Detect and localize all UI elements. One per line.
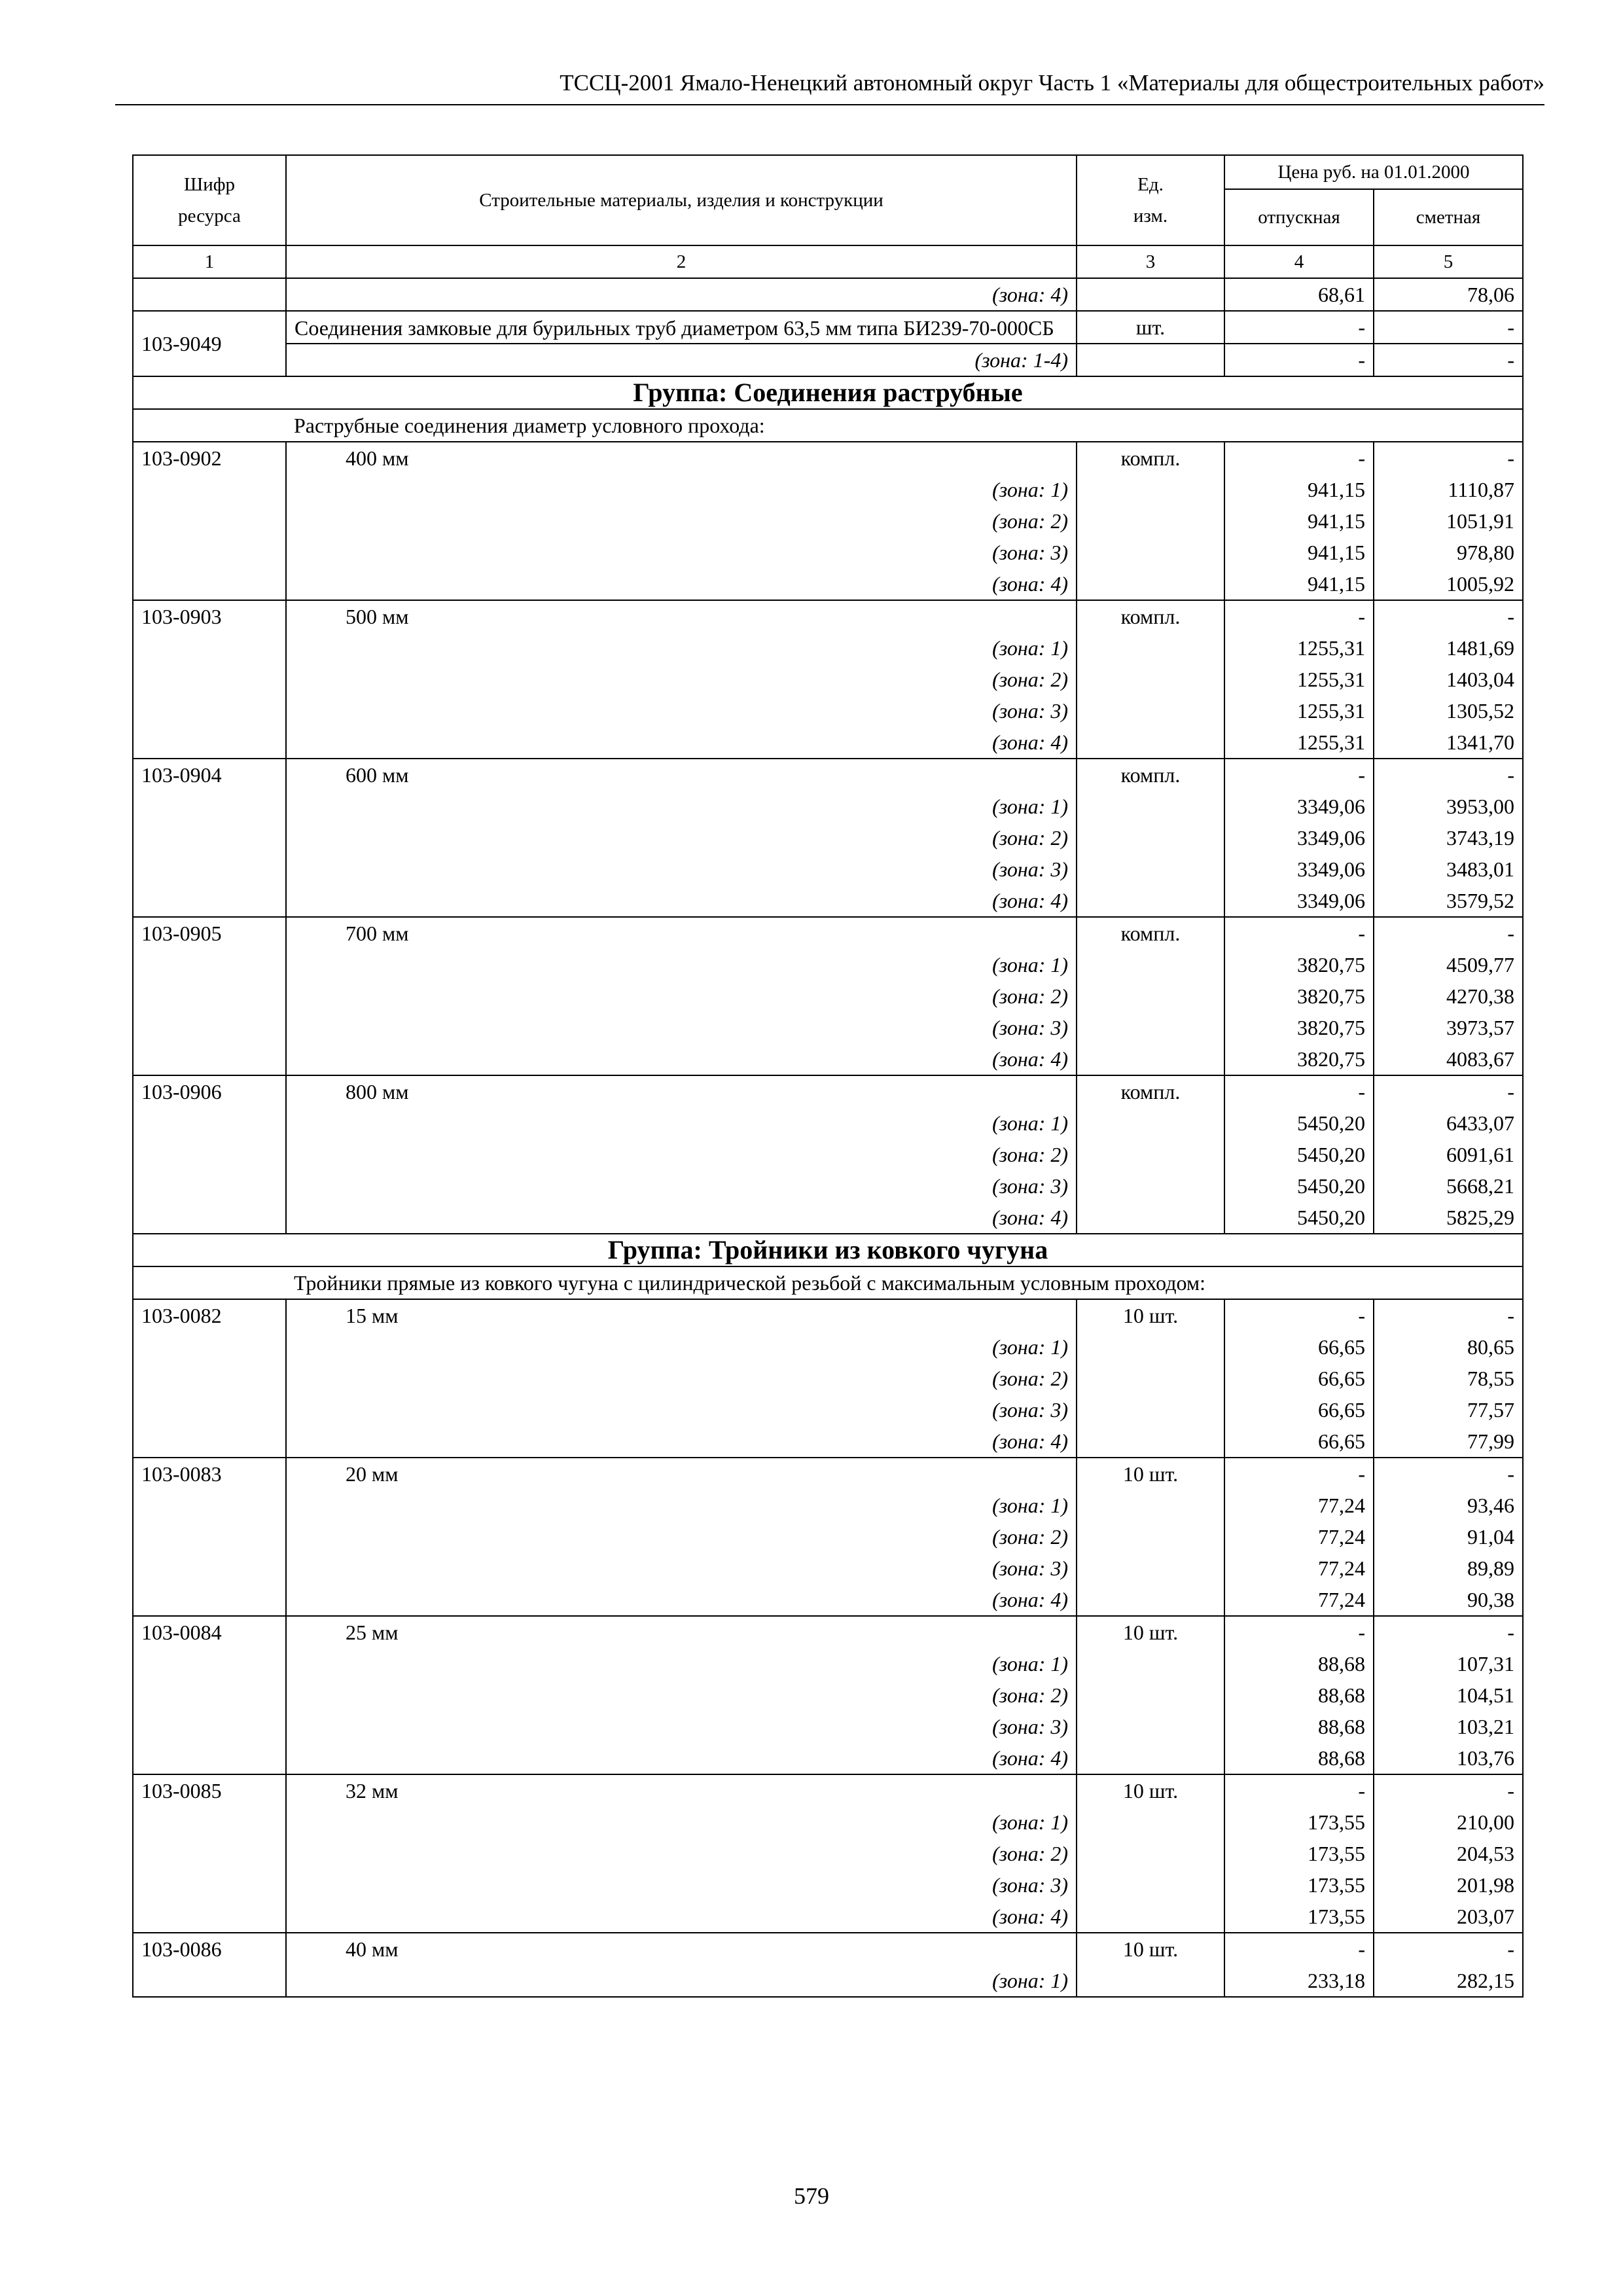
group-note: Раструбные соединения диаметр условного прохода: — [286, 409, 1523, 442]
table-row — [133, 1774, 1523, 1806]
zone-row — [133, 695, 1523, 726]
col-header-estimate: сметная — [1374, 189, 1523, 245]
estimate-price: 3743,19 — [1374, 822, 1523, 853]
zone-label: (зона: 4) — [286, 1043, 1077, 1075]
zone-row — [133, 474, 1523, 505]
estimate-price: 4270,38 — [1374, 980, 1523, 1012]
estimate-price: - — [1374, 759, 1523, 791]
release-price: 3820,75 — [1224, 980, 1374, 1012]
estimate-price: 78,55 — [1374, 1363, 1523, 1394]
zone-label: (зона: 2) — [286, 664, 1077, 695]
release-price: - — [1224, 442, 1374, 474]
zone-label: (зона: 1) — [286, 1965, 1077, 1997]
zone-label: (зона: 3) — [286, 853, 1077, 885]
material-name: 40 мм — [286, 1933, 1077, 1965]
estimate-price: 6091,61 — [1374, 1139, 1523, 1170]
release-price: 941,15 — [1224, 568, 1374, 600]
release-price: - — [1224, 311, 1374, 344]
release-price: 3349,06 — [1224, 853, 1374, 885]
col-header-release: отпускная — [1224, 189, 1374, 245]
resource-code: 103-0084 — [133, 1616, 286, 1774]
zone-label: (зона: 2) — [286, 822, 1077, 853]
estimate-price: 203,07 — [1374, 1901, 1523, 1933]
zone-row — [133, 1363, 1523, 1394]
zone-label: (зона: 2) — [286, 1363, 1077, 1394]
release-price: 1255,31 — [1224, 695, 1374, 726]
zone-label: (зона: 3) — [286, 1012, 1077, 1043]
price-table — [132, 154, 1524, 1998]
release-price: 173,55 — [1224, 1838, 1374, 1869]
table-row — [133, 1299, 1523, 1331]
zone-label: (зона: 1) — [286, 1107, 1077, 1139]
estimate-price: 1005,92 — [1374, 568, 1523, 600]
release-price: 3820,75 — [1224, 949, 1374, 980]
zone-label: (зона: 3) — [286, 1170, 1077, 1202]
release-price: 3349,06 — [1224, 885, 1374, 917]
release-price: 941,15 — [1224, 505, 1374, 537]
estimate-price: - — [1374, 311, 1523, 344]
col-header-code: Шифр ресурса — [133, 155, 286, 245]
release-price: 1255,31 — [1224, 632, 1374, 664]
material-name: 400 мм — [286, 442, 1077, 474]
estimate-price: - — [1374, 344, 1523, 376]
estimate-price: 91,04 — [1374, 1521, 1523, 1552]
zone-label: (зона: 3) — [286, 1711, 1077, 1742]
material-name: Соединения замковые для бурильных труб диаметром 63,5 мм типа БИ239-70-000СБ — [286, 311, 1077, 344]
estimate-price: 4509,77 — [1374, 949, 1523, 980]
unit: 10 шт. — [1077, 1774, 1224, 1806]
release-price: 173,55 — [1224, 1869, 1374, 1901]
resource-code: 103-0905 — [133, 917, 286, 1075]
release-price: - — [1224, 1075, 1374, 1107]
release-price: 77,24 — [1224, 1490, 1374, 1521]
col-number: 3 — [1077, 245, 1224, 278]
estimate-price: 90,38 — [1374, 1584, 1523, 1616]
zone-row — [133, 1331, 1523, 1363]
zone-row — [133, 949, 1523, 980]
col-header-price: Цена руб. на 01.01.2000 — [1224, 155, 1523, 189]
unit: компл. — [1077, 759, 1224, 791]
group-note-row — [133, 1266, 1523, 1299]
resource-code: 103-0902 — [133, 442, 286, 600]
estimate-price: - — [1374, 1616, 1523, 1648]
estimate-price: 1341,70 — [1374, 726, 1523, 759]
unit: 10 шт. — [1077, 1933, 1224, 1965]
estimate-price: 5668,21 — [1374, 1170, 1523, 1202]
estimate-price: - — [1374, 1458, 1523, 1490]
zone-row — [133, 1426, 1523, 1458]
estimate-price: 210,00 — [1374, 1806, 1523, 1838]
header-rule — [115, 104, 1544, 105]
zone-row — [133, 1139, 1523, 1170]
zone-row — [133, 1869, 1523, 1901]
zone-row — [133, 1806, 1523, 1838]
release-price: - — [1224, 759, 1374, 791]
release-price: - — [1224, 344, 1374, 376]
table-row — [133, 442, 1523, 474]
zone-row — [133, 1679, 1523, 1711]
estimate-price: 77,99 — [1374, 1426, 1523, 1458]
zone-label: (зона: 1) — [286, 1648, 1077, 1679]
running-title: ТССЦ-2001 Ямало-Ненецкий автономный округ Часть 1 «Материалы для общестроительных работ» — [560, 70, 1544, 96]
zone-row — [133, 1711, 1523, 1742]
col-number: 4 — [1224, 245, 1374, 278]
zone-row — [133, 1648, 1523, 1679]
group-note-row — [133, 409, 1523, 442]
material-name: 700 мм — [286, 917, 1077, 949]
zone-row — [133, 537, 1523, 568]
material-name: 20 мм — [286, 1458, 1077, 1490]
estimate-price: 89,89 — [1374, 1552, 1523, 1584]
zone-label: (зона: 3) — [286, 695, 1077, 726]
material-name: 800 мм — [286, 1075, 1077, 1107]
zone-row — [133, 1107, 1523, 1139]
zone-label: (зона: 4) — [286, 885, 1077, 917]
estimate-price: 107,31 — [1374, 1648, 1523, 1679]
zone-row — [133, 885, 1523, 917]
release-price: 3349,06 — [1224, 791, 1374, 822]
unit: компл. — [1077, 917, 1224, 949]
zone-row — [133, 726, 1523, 759]
zone-label: (зона: 2) — [286, 505, 1077, 537]
resource-code: 103-0082 — [133, 1299, 286, 1458]
zone-row — [133, 632, 1523, 664]
zone-label: (зона: 2) — [286, 1521, 1077, 1552]
table-row — [133, 344, 1523, 376]
zone-label: (зона: 1) — [286, 1806, 1077, 1838]
release-price: 66,65 — [1224, 1331, 1374, 1363]
zone-label: (зона: 3) — [286, 537, 1077, 568]
zone-label: (зона: 2) — [286, 1679, 1077, 1711]
estimate-price: 6433,07 — [1374, 1107, 1523, 1139]
release-price: 66,65 — [1224, 1363, 1374, 1394]
unit: компл. — [1077, 442, 1224, 474]
table-row — [133, 1458, 1523, 1490]
release-price: 68,61 — [1224, 278, 1374, 311]
group-title: Группа: Соединения раструбные — [133, 376, 1523, 409]
release-price: 1255,31 — [1224, 726, 1374, 759]
estimate-price: 103,21 — [1374, 1711, 1523, 1742]
zone-row — [133, 1552, 1523, 1584]
zone-row — [133, 980, 1523, 1012]
table-row — [133, 1075, 1523, 1107]
col-number: 2 — [286, 245, 1077, 278]
table-row — [133, 1616, 1523, 1648]
zone-row — [133, 1170, 1523, 1202]
zone-label: (зона: 2) — [286, 1838, 1077, 1869]
release-price: 3820,75 — [1224, 1012, 1374, 1043]
release-price: 233,18 — [1224, 1965, 1374, 1997]
release-price: 88,68 — [1224, 1711, 1374, 1742]
material-name: 32 мм — [286, 1774, 1077, 1806]
material-name: 600 мм — [286, 759, 1077, 791]
zone-row — [133, 568, 1523, 600]
release-price: 88,68 — [1224, 1679, 1374, 1711]
zone-row — [133, 505, 1523, 537]
estimate-price: - — [1374, 442, 1523, 474]
table-row — [133, 917, 1523, 949]
group-title-row — [133, 376, 1523, 409]
resource-code: 103-0906 — [133, 1075, 286, 1234]
resource-code: 103-9049 — [133, 311, 286, 376]
column-number-row — [133, 245, 1523, 278]
estimate-price: - — [1374, 1933, 1523, 1965]
resource-code: 103-0086 — [133, 1933, 286, 1997]
estimate-price: 282,15 — [1374, 1965, 1523, 1997]
zone-row — [133, 1838, 1523, 1869]
resource-code: 103-0085 — [133, 1774, 286, 1933]
zone-label: (зона: 4) — [286, 1426, 1077, 1458]
estimate-price: 93,46 — [1374, 1490, 1523, 1521]
resource-code: 103-0903 — [133, 600, 286, 759]
estimate-price: 3973,57 — [1374, 1012, 1523, 1043]
zone-row — [133, 1202, 1523, 1234]
zone-label: (зона: 1) — [286, 632, 1077, 664]
zone-label: (зона: 4) — [286, 1742, 1077, 1774]
unit: шт. — [1077, 311, 1224, 344]
unit: компл. — [1077, 1075, 1224, 1107]
estimate-price: - — [1374, 917, 1523, 949]
group-title: Группа: Тройники из ковкого чугуна — [133, 1234, 1523, 1266]
estimate-price: - — [1374, 1774, 1523, 1806]
table-row — [133, 1933, 1523, 1965]
table-row — [133, 759, 1523, 791]
release-price: 66,65 — [1224, 1426, 1374, 1458]
estimate-price: 201,98 — [1374, 1869, 1523, 1901]
col-header-unit: Ед. изм. — [1077, 155, 1224, 245]
zone-label: (зона: 2) — [286, 1139, 1077, 1170]
release-price: - — [1224, 1458, 1374, 1490]
estimate-price: - — [1374, 600, 1523, 632]
unit: 10 шт. — [1077, 1616, 1224, 1648]
release-price: 88,68 — [1224, 1648, 1374, 1679]
zone-label: (зона: 4) — [286, 1202, 1077, 1234]
estimate-price: 1110,87 — [1374, 474, 1523, 505]
zone-label: (зона: 3) — [286, 1394, 1077, 1426]
col-number: 5 — [1374, 245, 1523, 278]
zone-label: (зона: 1) — [286, 1490, 1077, 1521]
estimate-price: 3953,00 — [1374, 791, 1523, 822]
release-price: 77,24 — [1224, 1521, 1374, 1552]
zone-label: (зона: 1) — [286, 949, 1077, 980]
group-note: Тройники прямые из ковкого чугуна с цилиндрической резьбой с максимальным условным проходом: — [286, 1266, 1523, 1299]
zone-label: (зона: 4) — [286, 568, 1077, 600]
zone-label: (зона: 1) — [286, 791, 1077, 822]
zone-row — [133, 1043, 1523, 1075]
release-price: 941,15 — [1224, 537, 1374, 568]
unit: компл. — [1077, 600, 1224, 632]
release-price: - — [1224, 1933, 1374, 1965]
zone-label: (зона: 4) — [286, 726, 1077, 759]
resource-code: 103-0083 — [133, 1458, 286, 1616]
release-price: - — [1224, 1774, 1374, 1806]
page-number: 579 — [794, 2183, 829, 2209]
zone-label: (зона: 1) — [286, 474, 1077, 505]
unit: 10 шт. — [1077, 1458, 1224, 1490]
estimate-price: 80,65 — [1374, 1331, 1523, 1363]
estimate-price: 1403,04 — [1374, 664, 1523, 695]
zone-label: (зона: 1) — [286, 1331, 1077, 1363]
zone-label: (зона: 3) — [286, 1869, 1077, 1901]
zone-row — [133, 1394, 1523, 1426]
zone-row — [133, 1012, 1523, 1043]
table-row — [133, 311, 1523, 344]
zone-label: (зона: 2) — [286, 980, 1077, 1012]
resource-code: 103-0904 — [133, 759, 286, 917]
estimate-price: 5825,29 — [1374, 1202, 1523, 1234]
estimate-price: 1305,52 — [1374, 695, 1523, 726]
release-price: 5450,20 — [1224, 1202, 1374, 1234]
release-price: 173,55 — [1224, 1806, 1374, 1838]
zone-row — [133, 853, 1523, 885]
zone-label: (зона: 4) — [286, 1901, 1077, 1933]
estimate-price: 104,51 — [1374, 1679, 1523, 1711]
estimate-price: 4083,67 — [1374, 1043, 1523, 1075]
release-price: 88,68 — [1224, 1742, 1374, 1774]
release-price: 3820,75 — [1224, 1043, 1374, 1075]
unit: 10 шт. — [1077, 1299, 1224, 1331]
zone-label: (зона: 4) — [286, 278, 1077, 311]
zone-row — [133, 822, 1523, 853]
release-price: 5450,20 — [1224, 1107, 1374, 1139]
estimate-price: 3579,52 — [1374, 885, 1523, 917]
col-header-name: Строительные материалы, изделия и конструкции — [286, 155, 1077, 245]
release-price: 77,24 — [1224, 1552, 1374, 1584]
estimate-price: 103,76 — [1374, 1742, 1523, 1774]
release-price: 173,55 — [1224, 1901, 1374, 1933]
release-price: 3349,06 — [1224, 822, 1374, 853]
release-price: - — [1224, 1299, 1374, 1331]
release-price: 5450,20 — [1224, 1170, 1374, 1202]
header-row — [133, 155, 1523, 189]
zone-row — [133, 1742, 1523, 1774]
zone-row — [133, 1901, 1523, 1933]
zone-row — [133, 1965, 1523, 1997]
zone-row — [133, 664, 1523, 695]
material-name: 500 мм — [286, 600, 1077, 632]
material-name: 15 мм — [286, 1299, 1077, 1331]
zone-row — [133, 1584, 1523, 1616]
estimate-price: - — [1374, 1075, 1523, 1107]
estimate-price: 204,53 — [1374, 1838, 1523, 1869]
zone-label: (зона: 3) — [286, 1552, 1077, 1584]
zone-row — [133, 1521, 1523, 1552]
table-row — [133, 600, 1523, 632]
zone-label: (зона: 1-4) — [286, 344, 1077, 376]
material-name: 25 мм — [286, 1616, 1077, 1648]
release-price: 66,65 — [1224, 1394, 1374, 1426]
release-price: - — [1224, 917, 1374, 949]
estimate-price: - — [1374, 1299, 1523, 1331]
col-number: 1 — [133, 245, 286, 278]
estimate-price: 978,80 — [1374, 537, 1523, 568]
estimate-price: 77,57 — [1374, 1394, 1523, 1426]
zone-row — [133, 1490, 1523, 1521]
estimate-price: 3483,01 — [1374, 853, 1523, 885]
release-price: - — [1224, 600, 1374, 632]
table-row — [133, 278, 1523, 311]
release-price: 77,24 — [1224, 1584, 1374, 1616]
estimate-price: 1051,91 — [1374, 505, 1523, 537]
group-title-row — [133, 1234, 1523, 1266]
zone-row — [133, 791, 1523, 822]
estimate-price: 1481,69 — [1374, 632, 1523, 664]
release-price: - — [1224, 1616, 1374, 1648]
estimate-price: 78,06 — [1374, 278, 1523, 311]
zone-label: (зона: 4) — [286, 1584, 1077, 1616]
release-price: 1255,31 — [1224, 664, 1374, 695]
release-price: 941,15 — [1224, 474, 1374, 505]
release-price: 5450,20 — [1224, 1139, 1374, 1170]
